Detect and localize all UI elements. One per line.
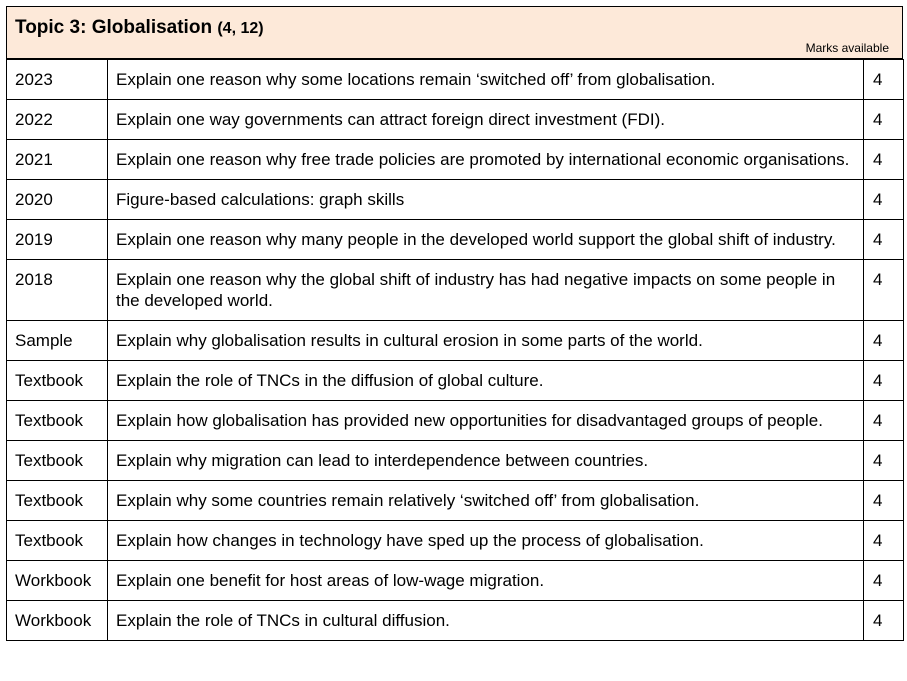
marks-cell: 4: [864, 60, 904, 100]
table-row: [7, 561, 904, 601]
topic-title-marks: (4, 12): [217, 20, 264, 37]
topic-title: [15, 17, 264, 39]
source-cell: Textbook: [7, 481, 108, 521]
source-cell: 2019: [7, 220, 108, 260]
table-row: [7, 60, 904, 100]
marks-cell: 4: [864, 260, 904, 321]
question-cell: Figure-based calculations: graph skills: [108, 180, 864, 220]
source-cell: Textbook: [7, 401, 108, 441]
table-row: [7, 481, 904, 521]
question-cell: Explain why globalisation results in cultural erosion in some parts of the world.: [108, 321, 864, 361]
source-cell: 2021: [7, 140, 108, 180]
topic-title-text: Topic 3: Globalisation: [15, 17, 213, 38]
table-row: [7, 521, 904, 561]
question-sheet: [6, 6, 903, 641]
source-cell: 2023: [7, 60, 108, 100]
source-cell: Workbook: [7, 601, 108, 641]
question-cell: Explain why some countries remain relatively ‘switched off’ from globalisation.: [108, 481, 864, 521]
questions-table-body: [7, 60, 904, 641]
question-cell: Explain one reason why some locations remain ‘switched off’ from globalisation.: [108, 60, 864, 100]
source-cell: Sample: [7, 321, 108, 361]
table-row: [7, 260, 904, 321]
source-cell: 2020: [7, 180, 108, 220]
table-row: [7, 220, 904, 260]
topic-header: [6, 6, 903, 59]
source-cell: Workbook: [7, 561, 108, 601]
table-row: [7, 441, 904, 481]
question-cell: Explain one reason why free trade policies are promoted by international economic organisations.: [108, 140, 864, 180]
source-cell: Textbook: [7, 521, 108, 561]
marks-cell: 4: [864, 601, 904, 641]
marks-cell: 4: [864, 100, 904, 140]
table-row: [7, 601, 904, 641]
marks-cell: 4: [864, 220, 904, 260]
table-row: [7, 100, 904, 140]
source-cell: 2022: [7, 100, 108, 140]
question-cell: Explain how changes in technology have sped up the process of globalisation.: [108, 521, 864, 561]
question-cell: Explain the role of TNCs in the diffusion of global culture.: [108, 361, 864, 401]
table-row: [7, 321, 904, 361]
question-cell: Explain why migration can lead to interdependence between countries.: [108, 441, 864, 481]
questions-table: [6, 59, 904, 641]
table-row: [7, 140, 904, 180]
marks-cell: 4: [864, 321, 904, 361]
marks-available-label: Marks available: [805, 41, 889, 55]
marks-cell: 4: [864, 481, 904, 521]
marks-cell: 4: [864, 140, 904, 180]
source-cell: Textbook: [7, 361, 108, 401]
question-cell: Explain the role of TNCs in cultural diffusion.: [108, 601, 864, 641]
question-cell: Explain one reason why the global shift of industry has had negative impacts on some people in the developed world.: [108, 260, 864, 321]
source-cell: 2018: [7, 260, 108, 321]
question-cell: Explain one reason why many people in the developed world support the global shift of industry.: [108, 220, 864, 260]
marks-cell: 4: [864, 521, 904, 561]
question-cell: Explain one benefit for host areas of low-wage migration.: [108, 561, 864, 601]
table-row: [7, 180, 904, 220]
marks-cell: 4: [864, 361, 904, 401]
table-row: [7, 361, 904, 401]
marks-cell: 4: [864, 401, 904, 441]
marks-cell: 4: [864, 441, 904, 481]
marks-cell: 4: [864, 180, 904, 220]
question-cell: Explain how globalisation has provided new opportunities for disadvantaged groups of people.: [108, 401, 864, 441]
source-cell: Textbook: [7, 441, 108, 481]
table-row: [7, 401, 904, 441]
marks-cell: 4: [864, 561, 904, 601]
question-cell: Explain one way governments can attract foreign direct investment (FDI).: [108, 100, 864, 140]
